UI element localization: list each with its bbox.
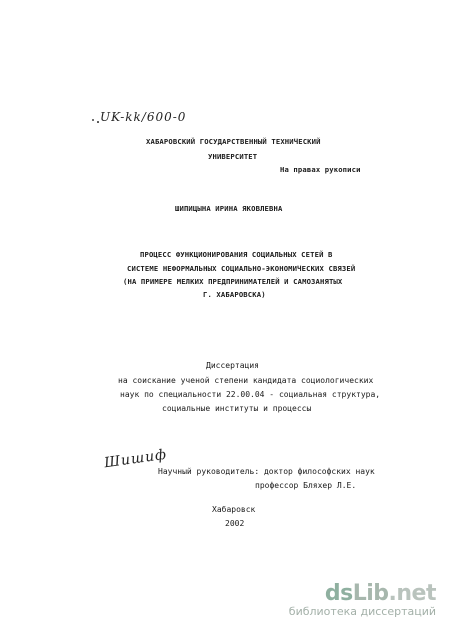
author-name: ШИПИЦЫНА ИРИНА ЯКОВЛЕВНА [175,204,283,213]
supervisor-signature: Шишиф [103,446,169,472]
scan-speck [97,121,99,123]
watermark-ds: ds [324,581,353,606]
watermark-logo [289,583,436,605]
manuscript-rights: На правах рукописи [280,165,361,174]
title-line: Г. ХАБАРОВСКА) [203,290,266,299]
title-line: ПРОЦЕСС ФУНКЦИОНИРОВАНИЯ СОЦИАЛЬНЫХ СЕТЕЙ В [140,250,333,259]
title-line: СИСТЕМЕ НЕФОРМАЛЬНЫХ СОЦИАЛЬНО-ЭКОНОМИЧЕСКИХ СВЯЗЕЙ [127,264,356,273]
supervisor-line2: профессор Бляхер Л.Е. [255,481,357,490]
year: 2002 [225,519,245,528]
dissertation-line: социальные институты и процессы [162,404,312,413]
university-name-line1: ХАБАРОВСКИЙ ГОСУДАРСТВЕННЫЙ ТЕХНИЧЕСКИЙ [146,137,321,146]
dslib-watermark [289,583,436,618]
city: Хабаровск [212,505,256,514]
university-name-line2: УНИВЕРСИТЕТ [208,152,258,161]
watermark-net: .net [388,581,436,606]
supervisor-line1: Научный руководитель: доктор философских наук [158,467,375,476]
dissertation-line: на соискание ученой степени кандидата социологических [118,376,374,385]
watermark-subtitle: библиотека диссертаций [288,605,436,618]
watermark-lib: Lib [352,581,389,606]
handwritten-code: UK-kk/600-0 [100,110,187,124]
dissertation-label: Диссертация [206,361,259,370]
scan-speck [92,119,94,121]
dissertation-line: наук по специальности 22.00.04 - социальная структура, [120,390,381,399]
title-line: (НА ПРИМЕРЕ МЕЛКИХ ПРЕДПРИНИМАТЕЛЕЙ И САМОЗАНЯТЫХ [123,277,343,286]
